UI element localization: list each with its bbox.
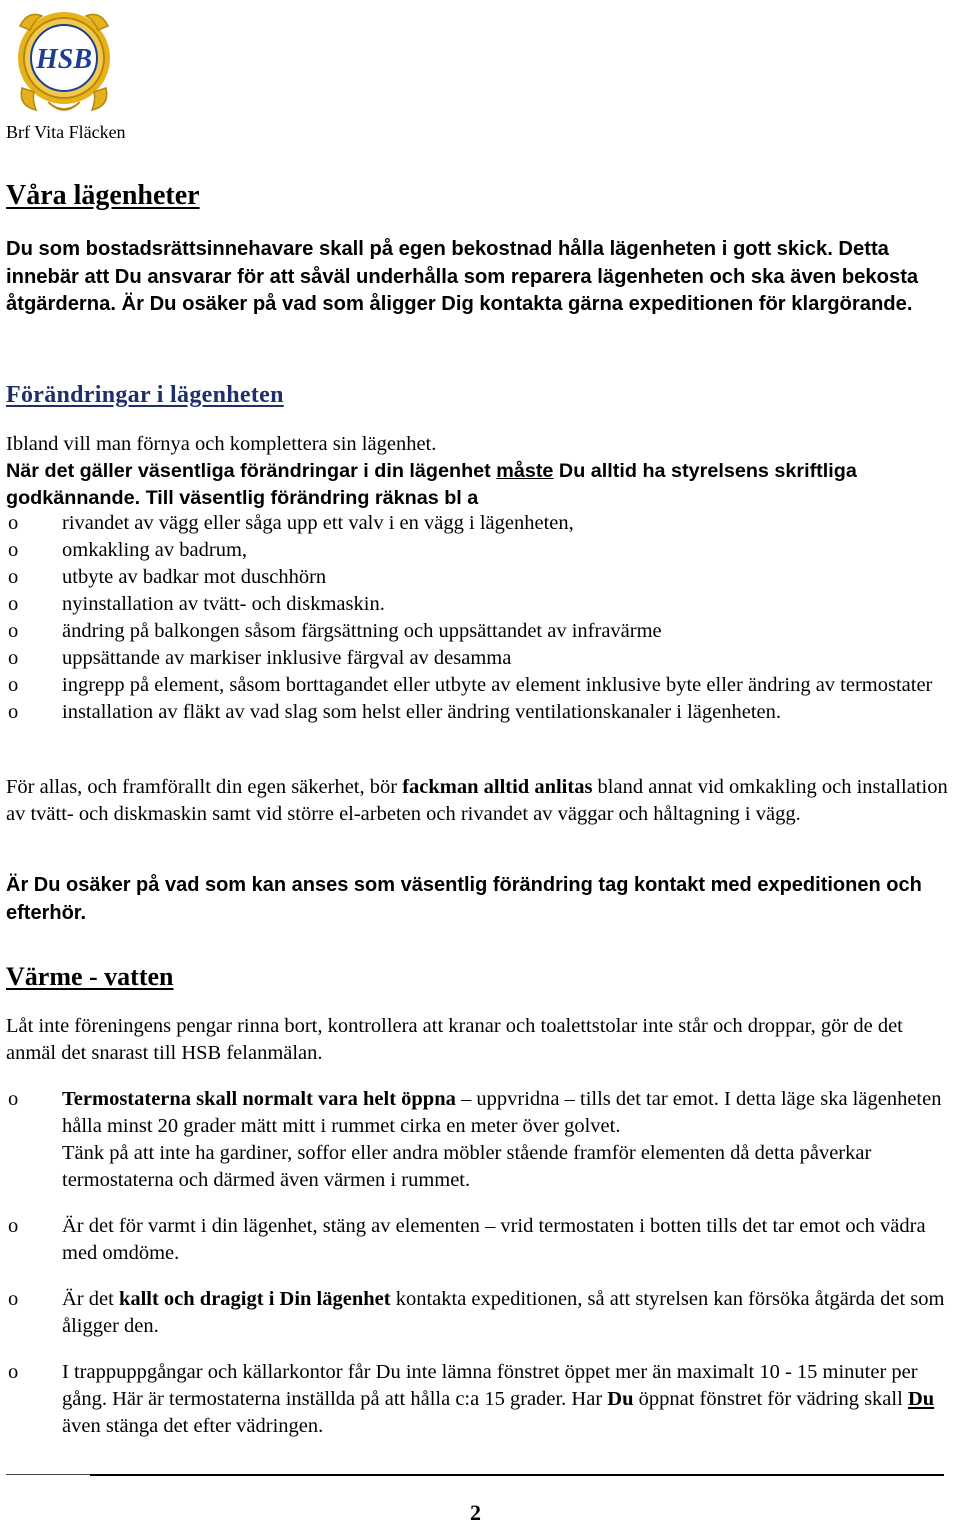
thermostat-emphasis: Termostaterna skall normalt vara helt öppna [62,1088,456,1110]
bullet: o [8,674,19,696]
footer-divider [90,1474,944,1476]
bullet: o [8,512,19,534]
stairwell-text-c: även stänga det efter vädringen. [62,1415,324,1437]
too-warm-text: Är det för varmt i din lägenhet, stäng av elementen – vrid termostaten i botten tills det tar emot och vädra med omdöme. [62,1215,926,1264]
bullet: o [8,539,19,561]
heating-intro: Låt inte föreningens pengar rinna bort, kontrollera att kranar och toalettstolar inte står och droppar, gör de det anmäl det snarast till HSB felanmälan. [6,1015,903,1064]
expert-text-b: bland annat vid omkakling och installation av tvätt- och diskmaskin samt vid större el-arbeten och rivandet av väggar och håltagning i vägg. [6,776,948,825]
bullet: o [8,620,19,642]
list-item-text: rivandet av vägg eller såga upp ett valv i en vägg i lägenheten, [62,512,574,534]
list-item [6,1213,954,1267]
list-item-text: ändring på balkongen såsom färgsättning och uppsättandet av infravärme [62,620,662,642]
hsb-crest-icon [18,12,110,110]
furniture-note: Tänk på att inte ha gardiner, soffor eller andra möbler stående framför elementen då detta påverkar termostaterna och därmed även värmen i rummet. [62,1142,872,1191]
section-title-changes: Förändringar i lägenheten [6,382,284,408]
svg-text:HSB: HSB [35,44,93,75]
list-item-text: omkakling av badrum, [62,539,248,561]
thermostat-text: – uppvridna – tills det tar emot. I detta läge ska lägenheten hålla minst 20 grader mätt mitt i rummet cirka en meter över golvet. [62,1088,942,1137]
approval-requirement [6,458,954,512]
stairwell-emphasis-2: Du [907,1388,935,1410]
bullet: o [8,566,19,588]
apartments-paragraph: Du som bostadsrättsinnehavare skall på egen bekostnad hålla lägenheten i gott skick. Detta innebär att Du ansvarar för att såväl underhålla som reparera lägenheten och ska även bekosta åtgärderna. Är Du osäker på vad som åligger Dig kontakta gärna expeditionen för klargörande. [6,238,919,315]
bullet: o [8,647,19,669]
page-number: 2 [470,1500,481,1525]
approval-must: måste [496,460,554,482]
list-item-text: uppsättande av markiser inklusive färgval av desamma [62,647,512,669]
hsb-logo [8,6,120,118]
list-item [6,537,954,564]
list-item [6,1286,954,1340]
list-item [6,591,954,618]
section-title-heating-water: Värme - vatten [6,962,174,991]
list-item [6,510,954,537]
changes-list [6,510,954,726]
expert-paragraph [6,774,954,828]
list-item [6,645,954,672]
approval-text-a: När det gäller väsentliga förändringar i din lägenhet [6,460,497,482]
list-item-text: utbyte av badkar mot duschhörn [62,566,327,588]
cold-text-b: kontakta expeditionen, så att styrelsen kan försöka åtgärda det som åligger den. [62,1288,945,1337]
expert-emphasis: fackman alltid anlitas [402,776,593,798]
section-title-apartments: Våra lägenheter [6,180,200,211]
list-item [6,564,954,591]
changes-intro [6,431,954,512]
bullet: o [8,593,19,615]
list-item [6,1086,954,1194]
association-name: Brf Vita Fläcken [6,122,126,142]
list-item [6,1359,954,1440]
list-item-text: installation av fläkt av vad slag som helst eller ändring ventilationskanaler i lägenheten. [62,701,781,723]
bullet: o [8,1215,19,1237]
list-item [6,618,954,645]
list-item [6,699,954,726]
list-item-text: ingrepp på element, såsom borttagandet eller utbyte av element inklusive byte eller ändring av termostater [62,674,933,696]
cold-text-a: Är det [62,1288,119,1310]
cold-emphasis: kallt och dragigt i Din lägenhet [118,1288,391,1310]
expert-text-a: För allas, och framförallt din egen säkerhet, bör [6,776,403,798]
bullet: o [8,701,19,723]
stairwell-emphasis-1: Du [607,1388,634,1410]
approval-text-b: Du alltid ha styrelsens skriftliga godkännande. Till väsentlig förändring räknas bl a [6,460,857,509]
heating-list [6,1086,954,1459]
bullet: o [8,1288,19,1310]
stairwell-text-a: I trappuppgångar och källarkontor får Du inte lämna fönstret öppet mer än maximalt 10 - 15 minuter per gång. Här är termostaterna inställda på att hålla c:a 15 grader. Har [62,1361,918,1410]
bullet: o [8,1361,19,1383]
list-item [6,672,954,699]
changes-intro-text: Ibland vill man förnya och komplettera sin lägenhet. [6,433,437,455]
bullet: o [8,1088,19,1110]
list-item-text: nyinstallation av tvätt- och diskmaskin. [62,593,385,615]
stairwell-text-b: öppnat fönstret för vädring skall [633,1388,908,1410]
unsure-paragraph: Är Du osäker på vad som kan anses som väsentlig förändring tag kontakt med expeditionen och efterhör. [6,874,922,924]
